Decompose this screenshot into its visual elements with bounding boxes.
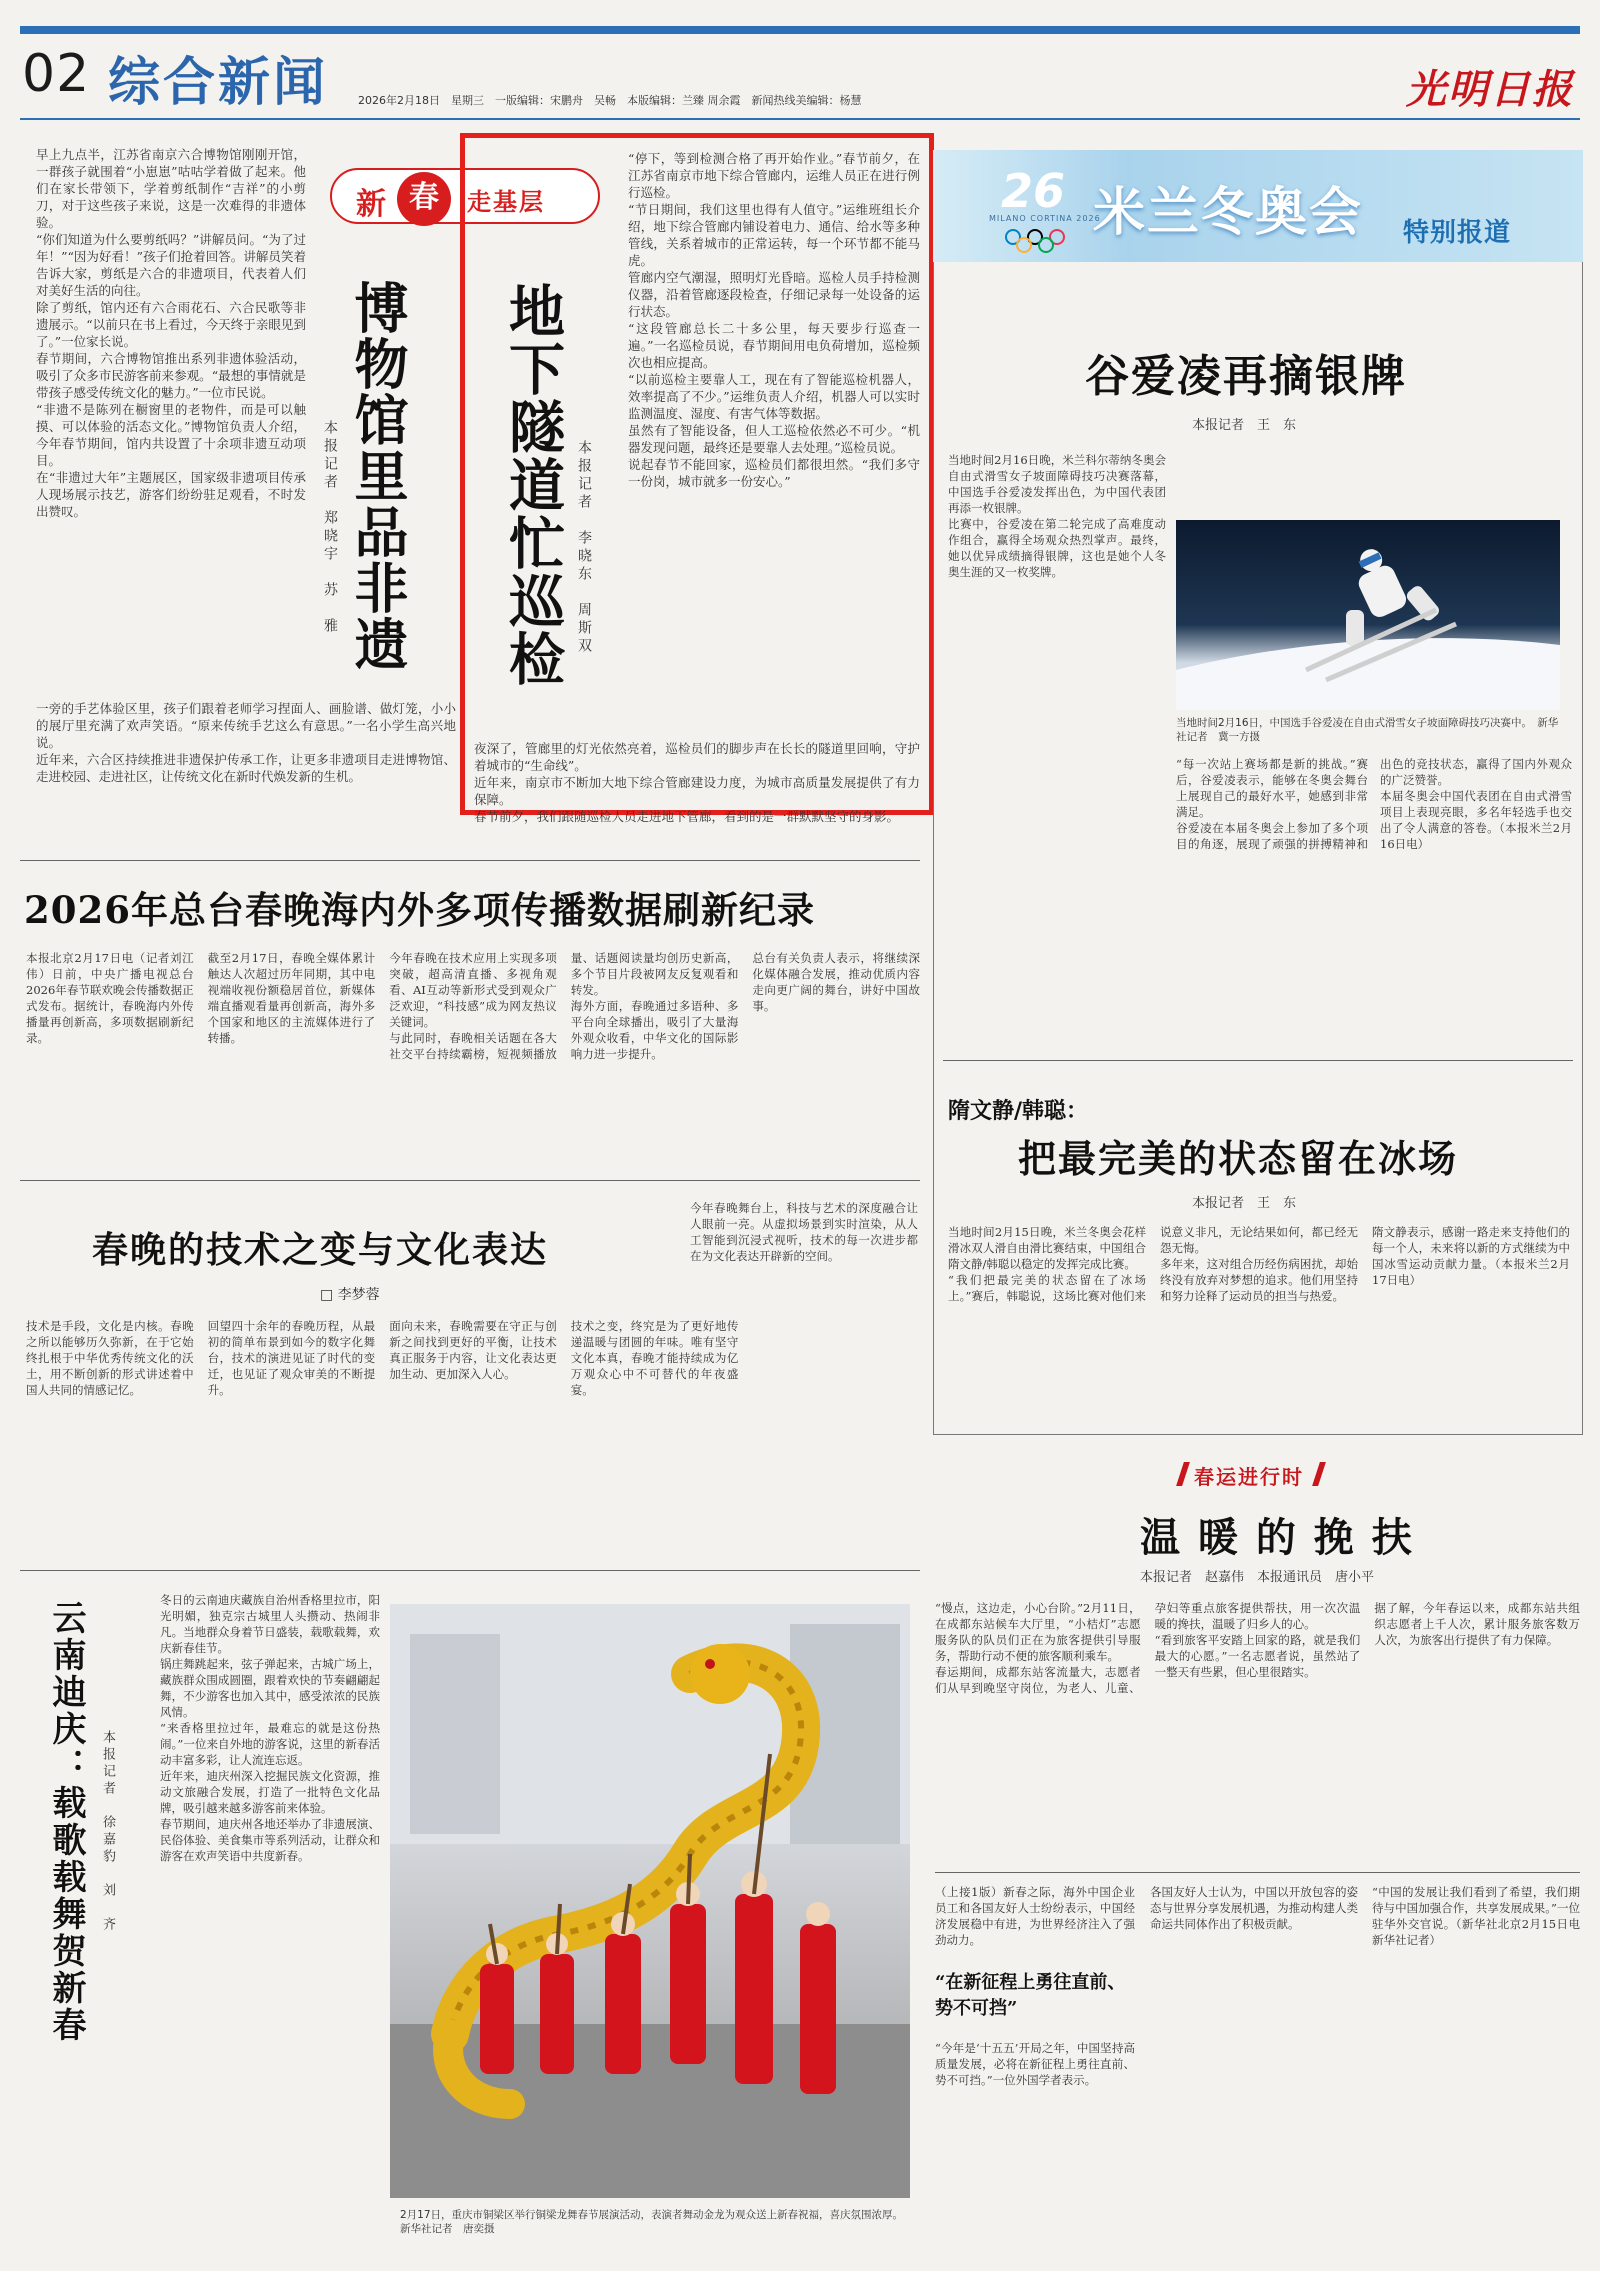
tunnel-story-body: [628, 150, 920, 740]
gala-story-title: 2026年总台春晚海内外多项传播数据刷新纪录: [24, 888, 815, 932]
skier-photo-caption: 当地时间2月16日，中国选手谷爱凌在自由式滑雪女子坡面障碍技巧决赛中。 新华社记者 冀一方摄: [1176, 717, 1559, 743]
tunnel-story-title: 地下隧道忙巡检: [500, 282, 566, 688]
olympics-logo-number: 26: [1001, 164, 1066, 218]
yunnan-story-body: [160, 1592, 380, 2252]
paragraph: 各国友好人士认为，中国以开放包容的姿态与世界分享发展机遇，为推动构建人类命运共同体作出了积极贡献。: [1150, 1885, 1358, 1931]
paragraph: 说起春节不能回家，巡检员们都很坦然。“我们多守一份岗，城市就多一份安心。”: [628, 457, 920, 489]
paragraph: 春节期间，迪庆州各地还举办了非遗展演、民俗体验、美食集市等系列活动，让群众和游客在欢声笑语中共度新春。: [160, 1817, 380, 1863]
paragraph: 本届冬奥会中国代表团在自由式滑雪项目上表现亮眼，多名年轻选手也交出了令人满意的答卷。（本报米兰2月16日电）: [1380, 789, 1572, 851]
skier-photo: [1176, 520, 1560, 710]
paragraph: 技术是手段，文化是内核。春晚之所以能够历久弥新，在于它始终扎根于中华优秀传统文化的沃土，用不断创新的形式讲述着中国人共同的情感记忆。: [26, 1319, 194, 1397]
divider: [20, 860, 920, 861]
paragraph: “停下，等到检测合格了再开始作业。”春节前夕，在江苏省南京市地下综合管廊内，运维人员正在进行例行巡检。: [628, 151, 920, 200]
paragraph: “以前巡检主要靠人工，现在有了智能巡检机器人，效率提高了不少。”运维负责人介绍，机器人可以实时监测温度、湿度、有害气体等数据。: [628, 372, 920, 421]
paragraph: 当地时间2月16日晚，米兰科尔蒂纳冬奥会自由式滑雪女子坡面障碍技巧决赛落幕，中国选手谷爱凌发挥出色，为中国代表团再添一枚银牌。: [948, 453, 1166, 515]
paragraph: “看到旅客平安踏上回家的路，就是我们最大的心愿。”一名志愿者说，虽然站了一整天有些累，但心里很踏实。: [1154, 1633, 1361, 1679]
badge-xin: 新: [356, 187, 386, 222]
spring-story-body: [935, 1600, 1580, 1860]
dragon-photo-caption: 2月17日，重庆市铜梁区举行铜梁龙舞春节展演活动，表演者舞动金龙为观众送上新春祝福，喜庆氛围浓厚。 新华社记者 唐奕摄: [400, 2209, 909, 2235]
newspaper-logo: 光明日报: [1406, 66, 1574, 113]
museum-story-body-bottom: [36, 700, 456, 820]
olympics-label: 米兰冬奥会: [1093, 183, 1364, 243]
spring-story-byline: 本报记者 赵嘉伟 本报通讯员 唐小平: [1140, 1570, 1375, 1585]
tech-story-byline: □ 李梦蓉: [320, 1287, 380, 1303]
yunnan-story-title: 云南迪庆：载歌载舞贺新春: [46, 1600, 86, 2044]
divider: [20, 1570, 920, 1571]
spring-story-body2: [1150, 1884, 1592, 2244]
yunnan-story-byline: 本报记者 徐嘉豹 刘 齐: [100, 1730, 115, 1934]
divider: [20, 1180, 920, 1181]
tunnel-story-byline: 本报记者 李晓东 周斯双: [576, 440, 592, 656]
paragraph: 春节前夕，我们跟随巡检人员走进地下管廊，看到的是一群默默坚守的身影。: [474, 809, 900, 824]
paragraph: “中国的发展让我们看到了希望，我们期待与中国加强合作，共享发展成果。”一位驻华外交官说。（新华社北京2月15日电 新华社记者）: [1372, 1885, 1592, 1947]
badge-chun: 春: [397, 172, 451, 226]
dragon-dance-photo: [390, 1604, 910, 2198]
paragraph: “慢点，这边走，小心台阶。”2月11日，在成都东站候车大厅里，“小桔灯”志愿服务队的队员们正在为旅客提供引导服务，帮助行动不便的旅客顺利乘车。: [935, 1601, 1141, 1663]
header-bottom-rule: [20, 118, 1580, 120]
paragraph: （上接1版）新春之际，海外中国企业员工和各国友好人士纷纷表示，中国经济发展稳中有进，为世界经济注入了强劲动力。: [935, 1885, 1135, 1947]
tech-story-body-right: [690, 1200, 918, 1310]
divider: [935, 1872, 1580, 1873]
divider: [943, 1060, 1573, 1061]
paragraph: 锅庄舞跳起来，弦子弹起来，古城广场上，藏族群众围成圆圈，跟着欢快的节奏翩翩起舞，不少游客也加入其中，感受浓浓的民族风情。: [160, 1657, 380, 1719]
badge-text: 走基层: [467, 187, 545, 216]
paragraph: “我们把最完美的状态留在了冰场上。”赛后，韩聪说，这场比赛对他们来说意义非凡，无论结果如何，都已经无怨无悔。: [948, 1225, 1358, 1303]
section-title: 综合新闻: [108, 53, 329, 113]
paragraph: 海外方面，春晚通过多语种、多平台向全球播出，吸引了大量海外观众收看，中华文化的国际影响力进一步提升。: [570, 999, 739, 1061]
header-meta: 2026年2月18日 星期三 一版编辑：宋鹏舟 吴畅 本版编辑：兰臻 周余霞 新闻热线美编辑：杨慧: [358, 94, 862, 107]
paragraph: “你们知道为什么要剪纸吗？”讲解员问。“为了过年！”“因为好看！”孩子们抢着回答。讲解员笑着告诉大家，剪纸是六合的非遗项目，代表着人们对美好生活的向往。: [36, 232, 306, 298]
tech-story-body: [26, 1318, 920, 1554]
paragraph: “今年是‘十五五’开局之年，中国坚持高质量发展，必将在新征程上勇往直前、势不可挡。”一位外国学者表示。: [935, 2041, 1135, 2087]
paragraph: 谷爱凌在本届冬奥会上参加了多个项目的角逐，展现了顽强的拼搏精神和出色的竞技状态，赢得了国内外观众的广泛赞誉。: [1176, 757, 1572, 851]
paragraph: 一旁的手艺体验区里，孩子们跟着老师学习捏面人、画脸谱、做灯笼，小小的展厅里充满了欢声笑语。“原来传统手艺这么有意思。”一名小学生高兴地说。: [36, 701, 456, 750]
paragraph: 总台有关负责人表示，将继续深化媒体融合发展，推动优质内容走向更广阔的舞台，讲好中国故事。: [752, 951, 920, 1013]
olympics-story1-body-left: [948, 452, 1166, 892]
spring-story-body2-left: [935, 1884, 1135, 1964]
tunnel-story-body-bottom: [474, 740, 920, 824]
paragraph: 虽然有了智能设备，但人工巡检依然必不可少。“机器发现问题，最终还是要靠人去处理。”巡检员说。: [628, 423, 920, 455]
paragraph: 除了剪纸，馆内还有六合雨花石、六合民歌等非遗展示。“以前只在书上看过，今天终于亲眼见到了。”一位家长说。: [36, 300, 306, 349]
paragraph: 多年来，这对组合历经伤病困扰，却始终没有放弃对梦想的追求。他们用坚持和努力诠释了运动员的担当与热爱。: [1160, 1257, 1358, 1303]
paragraph: 今年春晚舞台上，科技与艺术的深度融合让人眼前一亮。从虚拟场景到实时渲染，从人工智能到沉浸式视听，技术的每一次进步都在为文化表达开辟新的空间。: [690, 1201, 918, 1263]
paragraph: 近年来，迪庆州深入挖掘民族文化资源，推动文旅融合发展，打造了一批特色文化品牌，吸引越来越多游客前来体验。: [160, 1769, 380, 1815]
paragraph: 回望四十余年的春晚历程，从最初的简单布景到如今的数字化舞台，技术的演进见证了时代的变迁，也见证了观众审美的不断提升。: [207, 1319, 376, 1397]
olympics-story2-body: [948, 1224, 1570, 1424]
paragraph: 近年来，南京市不断加大地下综合管廊建设力度，为城市高质量发展提供了有力保障。: [474, 775, 920, 807]
spring-story-body2-left-bottom: [935, 2040, 1135, 2240]
paragraph: 截至2月17日，春晚全媒体累计触达人次超过历年同期，其中电视端收视份额稳居首位，新媒体端直播观看量再创新高，海外多个国家和地区的主流媒体进行了转播。: [207, 951, 376, 1045]
paragraph: “节日期间，我们这里也得有人值守。”运维班组长介绍，地下综合管廊内铺设着电力、通信、给水等多种管线，关系着城市的正常运转，每一个环节都不能马虎。: [628, 202, 920, 268]
page-number: 02: [22, 44, 91, 104]
tag-slash-left-icon: [1176, 1462, 1190, 1486]
paragraph: 管廊内空气潮湿，照明灯光昏暗。巡检人员手持检测仪器，沿着管廊逐段检查，仔细记录每一处设备的运行状态。: [628, 270, 920, 319]
dragon-dance-illustration: [390, 1604, 910, 2198]
olympics-sub-label: 特别报道: [1403, 218, 1512, 248]
paragraph: 当地时间2月15日晚，米兰冬奥会花样滑冰双人滑自由滑比赛结束，中国组合隋文静/韩聪以稳定的发挥完成比赛。: [948, 1225, 1146, 1271]
skier-illustration: [1176, 520, 1560, 710]
paragraph: 在“非遗过大年”主题展区，国家级非遗项目传承人现场展示技艺，游客们纷纷驻足观看，不时发出赞叹。: [36, 470, 306, 519]
paragraph: 本报北京2月17日电（记者刘江伟）日前，中央广播电视总台2026年春节联欢晚会传播数据正式发布。据统计，春晚海内外传播量再创新高，多项数据刷新纪录。: [26, 951, 194, 1045]
paragraph: 冬日的云南迪庆藏族自治州香格里拉市，阳光明媚，独克宗古城里人头攒动、热闹非凡。当地群众身着节日盛装，载歌载舞，欢庆新春佳节。: [160, 1593, 380, 1655]
olympics-story1-byline: 本报记者 王 东: [1192, 418, 1297, 433]
paragraph: 春运期间，成都东站客流量大，志愿者们从早到晚坚守岗位，为老人、儿童、孕妇等重点旅客提供帮扶，用一次次温暖的搀扶，温暖了归乡人的心。: [935, 1601, 1361, 1695]
paragraph: “这段管廊总长二十多公里，每天要步行巡查一遍。”一名巡检员说，春节期间用电负荷增加，巡检频次也相应提高。: [628, 321, 920, 370]
paragraph: 据了解，今年春运以来，成都东站共组织志愿者上千人次，累计服务旅客数万人次，为旅客出行提供了有力保障。: [1374, 1601, 1580, 1647]
paragraph: 夜深了，管廊里的灯光依然亮着，巡检员们的脚步声在长长的隧道里回响，守护着城市的“生命线”。: [474, 741, 920, 773]
olympics-logo-sub: MILANO CORTINA 2026: [989, 214, 1101, 223]
museum-story-byline: 本报记者 郑晓宇 苏 雅: [322, 420, 338, 636]
olympics-story1-title: 谷爱凌再摘银牌: [1085, 351, 1407, 402]
paragraph: “每一次站上赛场都是新的挑战。”赛后，谷爱凌表示，能够在冬奥会舞台上展现自己的最好水平，她感到非常满足。: [1176, 757, 1368, 819]
paragraph: 面向未来，春晚需要在守正与创新之间找到更好的平衡，让技术真正服务于内容，让文化表达更加生动、更加深入人心。: [389, 1319, 557, 1381]
paragraph: “非遗不是陈列在橱窗里的老物件，而是可以触摸、可以体验的活态文化。”博物馆负责人介绍，今年春节期间，馆内共设置了十余项非遗互动项目。: [36, 402, 306, 468]
spring-travel-tag-label: 春运进行时: [1194, 1465, 1304, 1489]
olympics-story1-body-bottom: [1176, 756, 1572, 1056]
paragraph: 比赛中，谷爱凌在第二轮完成了高难度动作组合，赢得全场观众热烈掌声。最终，她以优异成绩摘得银牌，这也是她个人冬奥生涯的又一枚奖牌。: [948, 517, 1166, 579]
header-top-rule: [20, 26, 1580, 34]
paragraph: 近年来，六合区持续推进非遗保护传承工作，让更多非遗项目走进博物馆、走进校园、走进社区，让传统文化在新时代焕发新的生机。: [36, 752, 456, 784]
paragraph: 技术之变，终究是为了更好地传递温暖与团圆的年味。唯有坚守文化本真，春晚才能持续成为亿万观众心中不可替代的年夜盛宴。: [570, 1319, 739, 1397]
paragraph: 今年春晚在技术应用上实现多项突破，超高清直播、多视角观看、AI互动等新形式受到观众广泛欢迎，“科技感”成为网友热议关键词。: [389, 951, 557, 1029]
paragraph: 隋文静表示，感谢一路走来支持他们的每一个人，未来将以新的方式继续为中国冰雪运动贡献力量。（本报米兰2月17日电）: [1372, 1225, 1570, 1287]
foreign-story-subheading: “在新征程上勇往直前、势不可挡”: [935, 1972, 1126, 2019]
olympic-rings-icon: [1003, 228, 1067, 254]
olympics-story2-title: 把最完美的状态留在冰场: [1018, 1136, 1459, 1181]
olympics-banner: [933, 150, 1583, 262]
gala-story-body: [26, 950, 920, 1160]
tech-story-title: 春晚的技术之变与文化表达: [92, 1229, 549, 1271]
spring-story-title: 温 暖 的 挽 扶: [1140, 1514, 1414, 1561]
olympics-story2-kicker: 隋文静/韩聪：: [948, 1098, 1089, 1124]
museum-story-title: 博物馆里品非遗: [346, 280, 410, 672]
paragraph: “来香格里拉过年，最难忘的就是这份热闹。”一位来自外地的游客说，这里的新春活动丰富多彩，让人流连忘返。: [160, 1721, 380, 1767]
tag-slash-right-icon: [1312, 1462, 1326, 1486]
paragraph: 早上九点半，江苏省南京六合博物馆刚刚开馆，一群孩子就围着“小崽崽”咕咕学着做了起来。他们在家长带领下，学着剪纸制作“吉祥”的小剪刀，对于这些孩子来说，这是一次难得的非遗体验。: [36, 147, 306, 230]
spring-travel-tag: [1178, 1456, 1328, 1492]
paragraph: 春节期间，六合博物馆推出系列非遗体验活动，吸引了众多市民游客前来参观。“最想的事情就是带孩子感受传统文化的魅力。”一位市民说。: [36, 351, 306, 400]
olympics-story2-byline: 本报记者 王 东: [1192, 1196, 1297, 1211]
paragraph: 与此同时，春晚相关话题在各大社交平台持续霸榜，短视频播放量、话题阅读量均创历史新高，多个节目片段被网友反复观看和转发。: [389, 951, 739, 1061]
